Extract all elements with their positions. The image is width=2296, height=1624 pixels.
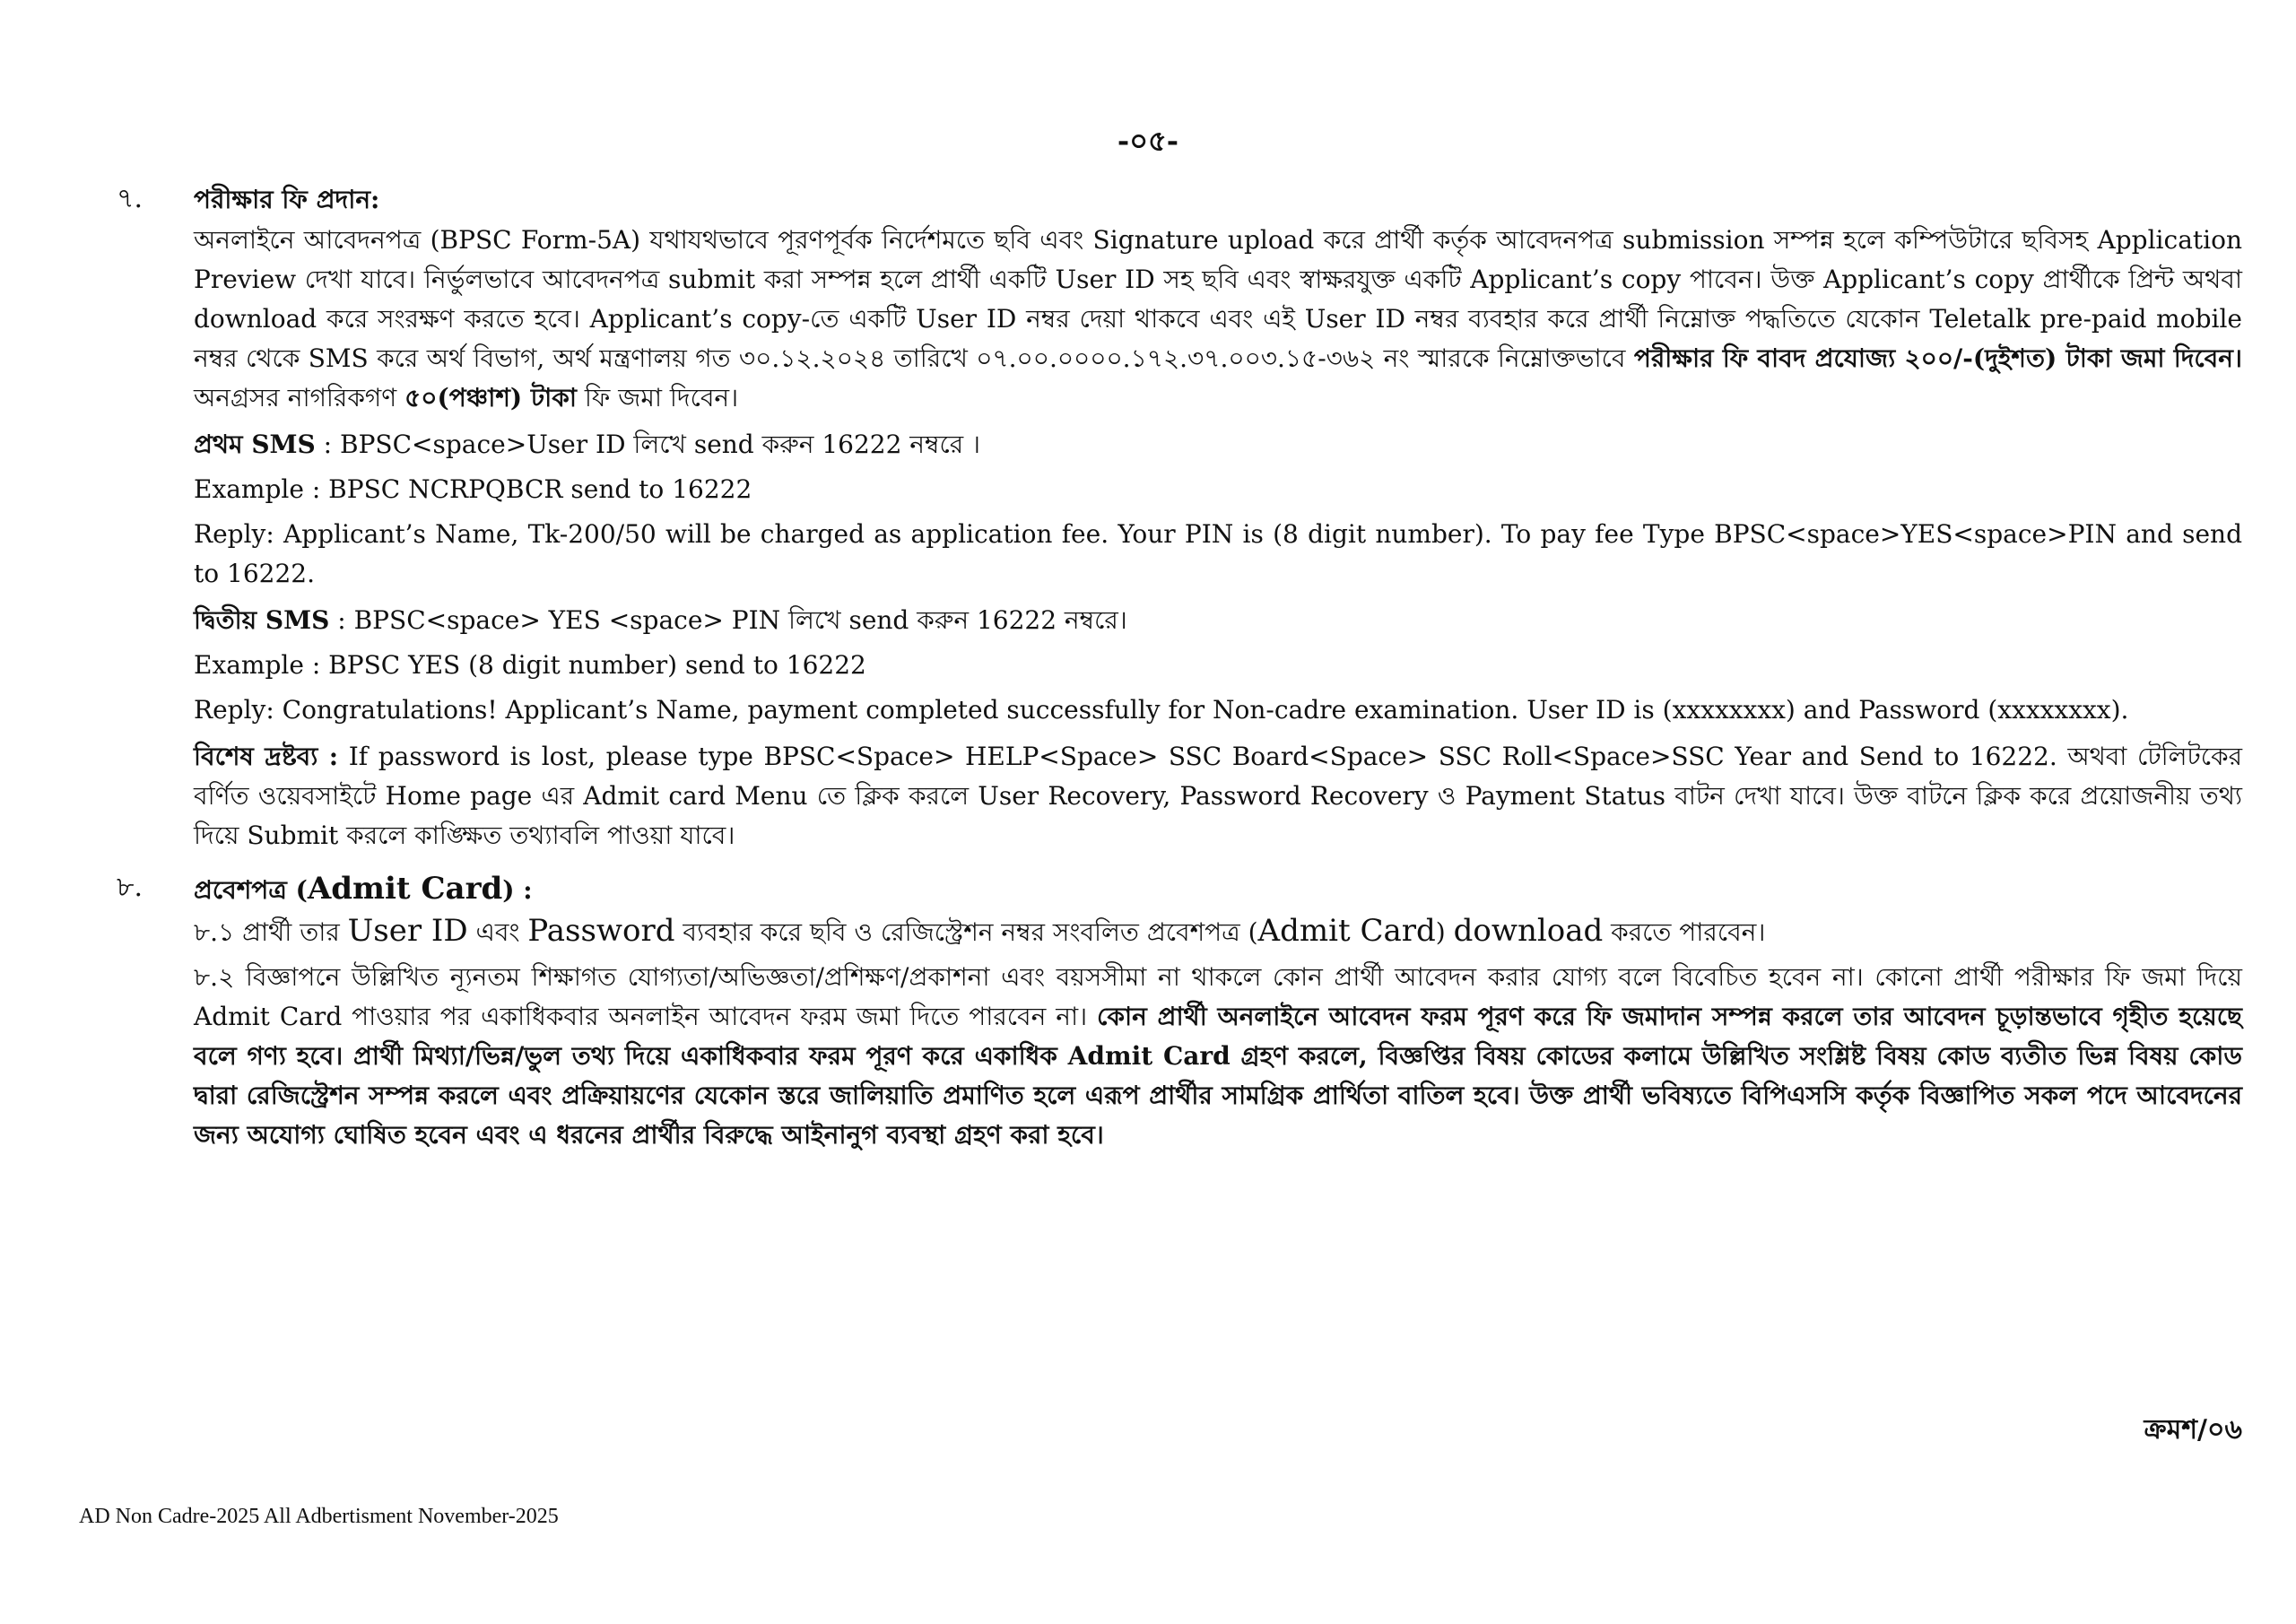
item1-part: এবং — [475, 917, 520, 947]
heading-en: Admit Card — [307, 871, 503, 907]
sms1-text: : BPSC<space>User ID লিখে send করুন 16222 নম্বরে । — [323, 430, 981, 459]
item1-password: Password — [527, 913, 675, 949]
section-body — [194, 179, 2242, 863]
fee-intro-text: অনলাইনে আবেদনপত্র (BPSC Form-5A) যথাযথভাবে পূরণপূর্বক নির্দেশমতে ছবি এবং Signature upload করে প্রার্থী কর্তৃক আবেদনপত্র submission সম্পন্ন হলে কম্পিউটারে ছবিসহ Application Preview দেখা যাবে। নির্ভুলভাবে আবেদনপত্র submit করা সম্পন্ন হলে প্রার্থী একটি User ID সহ ছবি এবং স্বাক্ষরযুক্ত একটি Applicant’s copy পাবেন। উক্ত Applicant’s copy প্রার্থীকে প্রিন্ট অথবা download করে সংরক্ষণ করতে হবে। Applicant’s copy-তে একটি User ID নম্বর দেয়া থাকবে এবং এই User ID নম্বর ব্যবহার করে প্রার্থী নিম্নোক্ত পদ্ধতিতে যেকোন Teletalk pre-paid mobile নম্বর থেকে SMS করে অর্থ বিভাগ, অর্থ মন্ত্রণালয় গত ৩০.১২.২০২৪ তারিখে ০৭.০০.০০০০.১৭২.৩৭.০০৩.১৫-৩৬২ নং স্মারকে নিম্নোক্তভাবে — [194, 225, 2242, 373]
fee-amount-bold: পরীক্ষার ফি বাবদ প্রযোজ্য ২০০/-(দুইশত) টাকা জমা দিবেন। — [1633, 343, 2242, 373]
sms2-reply: Reply: Congratulations! Applicant’s Name, payment completed successfully for Non-cadre examination. User ID is (xxxxxxxx) and Password (xxxxxxxx). — [194, 695, 2129, 725]
item1-download: download — [1453, 913, 1604, 949]
heading-bn: প্রবেশপত্র ( — [194, 875, 308, 905]
admit-item-2 — [194, 958, 2242, 1155]
section-number: ৮. — [117, 872, 144, 903]
fee-intro-paragraph — [194, 221, 2242, 418]
sms2-label: দ্বিতীয় SMS — [194, 605, 330, 635]
item1-part: ৮.১ প্রার্থী তার — [194, 917, 340, 947]
sms2-text: : BPSC<space> YES <space> PIN লিখে send করুন 16222 নম্বরে। — [337, 605, 1127, 635]
fee-backward-text: অনগ্রসর নাগরিকগণ — [194, 383, 397, 413]
footer-note: AD Non Cadre-2025 All Adbertisment November-2025 — [79, 1505, 559, 1528]
section-body — [194, 868, 2242, 1162]
sms2-example: Example : BPSC YES (8 digit number) send to 16222 — [194, 650, 866, 680]
sms1-label: প্রথম SMS — [194, 430, 316, 459]
item2-bold-text: কোন প্রার্থী অনলাইনে আবেদন ফরম পূরণ করে ফি জমাদান সম্পন্ন করলে তার আবেদন চূড়ান্তভাবে গৃহীত হয়েছে বলে গণ্য হবে। প্রার্থী মিথ্যা/ভিন্ন/ভুল তথ্য দিয়ে একাধিকবার ফরম পূরণ করে একাধিক Admit Card গ্রহণ করলে, বিজ্ঞপ্তির বিষয় কোডের কলামে উল্লিখিত সংশ্লিষ্ট বিষয় কোড ব্যতীত ভিন্ন বিষয় কোড দ্বারা রেজিস্ট্রেশন সম্পন্ন করলে এবং প্রক্রিয়ায়ণের যেকোন স্তরে জালিয়াতি প্রমাণিত হলে এরূপ প্রার্থীর সামগ্রিক প্রার্থিতা বাতিল হবে। উক্ত প্রার্থী ভবিষ্যতে বিপিএসসি কর্তৃক বিজ্ঞাপিত সকল পদে আবেদনের জন্য অযোগ্য ঘোষিত হবেন এবং এ ধরনের প্রার্থীর বিরুদ্ধে আইনানুগ ব্যবস্থা গ্রহণ করা হবে। — [194, 1002, 2243, 1150]
item1-part: ব্যবহার করে ছবি ও রেজিস্ট্রেশন নম্বর সংবলিত প্রবেশপত্র ( — [683, 917, 1258, 947]
sms1-example: Example : BPSC NCRPQBCR send to 16222 — [194, 474, 752, 504]
sms2-line — [194, 601, 2242, 640]
item1-admit-card: Admit Card — [1257, 913, 1436, 949]
special-note — [194, 737, 2242, 855]
item1-part: করতে পারবেন। — [1611, 917, 1766, 947]
fee-backward-end: ফি জমা দিবেন। — [584, 383, 739, 413]
fee-backward-amount: ৫০(পঞ্চাশ) টাকা — [404, 383, 577, 413]
item1-user-id: User ID — [347, 913, 468, 949]
page-number: -০৫- — [1117, 124, 1179, 158]
section-heading — [194, 868, 2242, 911]
item1-part: ) — [1435, 917, 1446, 947]
document-content — [117, 179, 2242, 1168]
sms1-line — [194, 425, 2242, 465]
heading-end: ) : — [502, 875, 533, 905]
special-note-label: বিশেষ দ্রষ্টব্য : — [194, 742, 339, 771]
section-heading: পরীক্ষার ফি প্রদান: — [194, 185, 380, 214]
admit-item-1 — [194, 911, 2242, 952]
item2-text: ৮.২ বিজ্ঞাপনে উল্লিখিত ন্যূনতম শিক্ষাগত যোগ্যতা/অভিজ্ঞতা/প্রশিক্ষণ/প্রকাশনা এবং বয়সসীমা না থাকলে কোন প্রার্থী আবেদন করার যোগ্য বলে বিবেচিত হবেন না। কোনো প্রার্থী পরীক্ষার ফি জমা দিয়ে Admit Card পাওয়ার পর একাধিকবার অনলাইন আবেদন ফরম জমা দিতে পারবেন না। — [194, 962, 2242, 1031]
section-exam-fee — [117, 179, 2242, 863]
section-number: ৭. — [117, 183, 144, 214]
special-note-text: If password is lost, please type BPSC<Space> HELP<Space> SSC Board<Space> SSC Roll<Space>SSC Year and Send to 16222. অথবা টেলিটকের বর্ণিত ওয়েবসাইটে Home page এর Admit card Menu তে ক্লিক করলে User Recovery, Password Recovery ও Payment Status বাটন দেখা যাবে। উক্ত বাটনে ক্লিক করে প্রয়োজনীয় তথ্য দিয়ে Submit করলে কাঙ্ক্ষিত তথ্যাবলি পাওয়া যাবে। — [194, 742, 2242, 850]
continued-marker: ক্রমশ/০৬ — [2144, 1414, 2242, 1446]
sms1-reply: Reply: Applicant’s Name, Tk-200/50 will be charged as application fee. Your PIN is (8 digit number). To pay fee Type BPSC<space>YES<space>PIN and send to 16222. — [194, 519, 2242, 588]
section-admit-card — [117, 868, 2242, 1162]
